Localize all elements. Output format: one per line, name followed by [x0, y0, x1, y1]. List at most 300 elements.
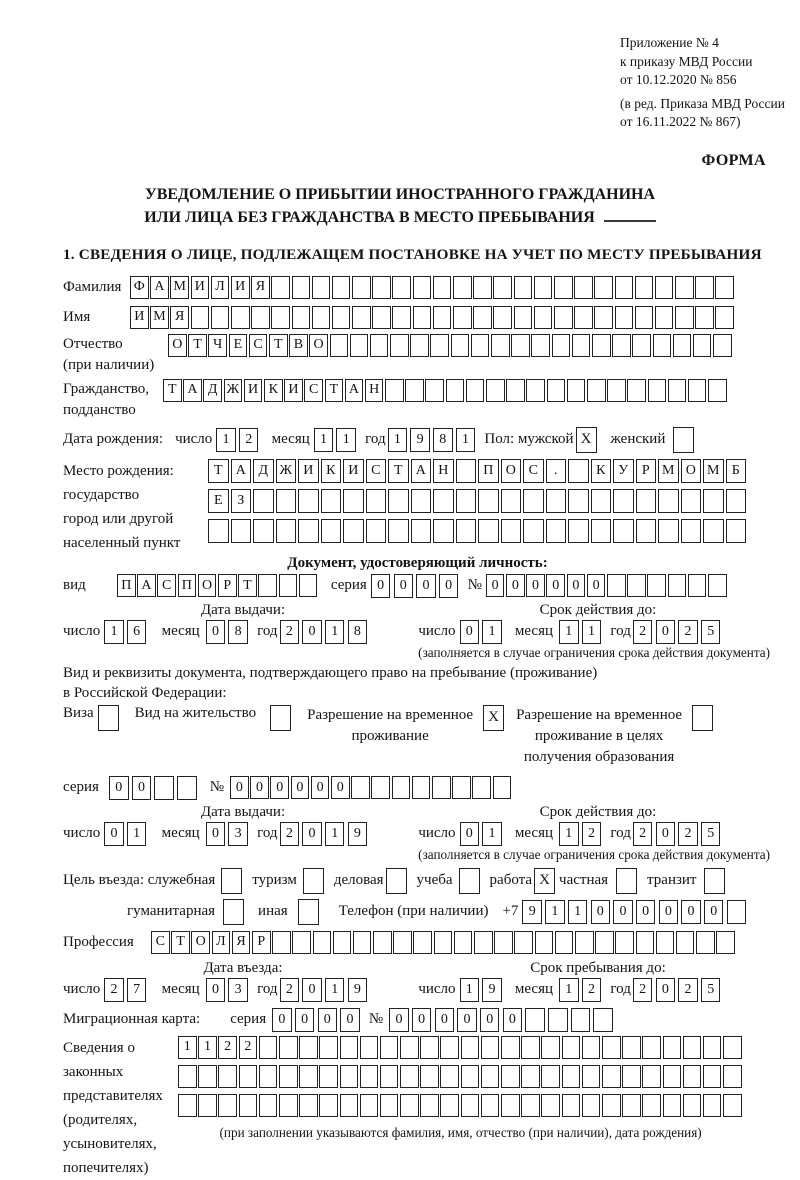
char-box[interactable] [615, 276, 634, 299]
char-box[interactable] [535, 931, 554, 954]
char-box[interactable] [373, 931, 392, 954]
char-box[interactable] [191, 306, 210, 329]
char-box-filled[interactable]: 0 [230, 776, 249, 799]
char-box-filled[interactable]: 0 [656, 620, 676, 644]
char-box[interactable] [514, 306, 533, 329]
char-box[interactable] [681, 489, 702, 513]
char-box[interactable] [695, 276, 714, 299]
char-box-filled[interactable]: 0 [295, 1008, 315, 1032]
char-box[interactable] [595, 931, 614, 954]
char-box-filled[interactable]: О [309, 334, 328, 357]
char-box[interactable] [592, 334, 611, 357]
char-box[interactable] [521, 1094, 540, 1117]
char-box[interactable] [272, 931, 291, 954]
char-box-filled[interactable]: А [137, 574, 156, 597]
char-box[interactable] [531, 334, 550, 357]
char-box[interactable] [353, 931, 372, 954]
char-box-filled[interactable]: И [284, 379, 303, 402]
char-box-filled[interactable]: 0 [272, 1008, 292, 1032]
char-box-filled[interactable]: А [411, 459, 432, 483]
char-box-filled[interactable]: 0 [412, 1008, 432, 1032]
char-box-filled[interactable]: 1 [325, 620, 345, 644]
char-box[interactable] [279, 574, 298, 597]
char-box-filled[interactable]: 0 [302, 620, 322, 644]
char-box[interactable] [726, 519, 747, 543]
char-box[interactable] [481, 1065, 500, 1088]
char-box-filled[interactable]: А [150, 276, 169, 299]
char-box[interactable] [380, 1036, 399, 1059]
char-box-filled[interactable]: 0 [506, 574, 525, 597]
char-box[interactable] [332, 306, 351, 329]
char-box[interactable] [562, 1036, 581, 1059]
purpose-work-checkbox[interactable]: X [534, 868, 555, 894]
char-box-filled[interactable]: Р [636, 459, 657, 483]
char-box[interactable] [534, 306, 553, 329]
char-box-filled[interactable]: 0 [250, 776, 269, 799]
char-box[interactable] [501, 1094, 520, 1117]
char-box-filled[interactable]: 2 [633, 978, 653, 1002]
char-box-filled[interactable]: 0 [480, 1008, 500, 1032]
char-box-filled[interactable]: В [289, 334, 308, 357]
char-box[interactable] [231, 519, 252, 543]
char-box-filled[interactable]: Р [252, 931, 271, 954]
char-box[interactable] [218, 1065, 237, 1088]
char-box[interactable] [555, 931, 574, 954]
char-box[interactable] [420, 1094, 439, 1117]
char-box-filled[interactable]: 0 [394, 574, 414, 598]
char-box[interactable] [506, 379, 525, 402]
char-box-filled[interactable]: 1 [559, 978, 579, 1002]
char-box[interactable] [239, 1094, 258, 1117]
char-box[interactable] [451, 334, 470, 357]
char-box[interactable] [390, 334, 409, 357]
char-box[interactable] [572, 334, 591, 357]
char-box-filled[interactable]: С [249, 334, 268, 357]
char-box-filled[interactable]: Ж [224, 379, 243, 402]
char-box-filled[interactable]: А [183, 379, 202, 402]
char-box[interactable] [279, 1065, 298, 1088]
char-box[interactable] [567, 379, 586, 402]
char-box[interactable] [412, 776, 431, 799]
char-box[interactable] [656, 931, 675, 954]
purpose-business-checkbox[interactable] [386, 868, 407, 894]
char-box[interactable] [440, 1065, 459, 1088]
char-box-filled[interactable]: Ч [208, 334, 227, 357]
char-box[interactable] [525, 1008, 545, 1032]
char-box-filled[interactable]: Т [208, 459, 229, 483]
char-box-filled[interactable]: 3 [228, 822, 248, 846]
char-box[interactable] [453, 306, 472, 329]
char-box[interactable] [636, 489, 657, 513]
char-box[interactable] [716, 931, 735, 954]
char-box-filled[interactable]: М [703, 459, 724, 483]
char-box[interactable] [635, 306, 654, 329]
char-box-filled[interactable]: 0 [681, 900, 701, 924]
char-box[interactable] [582, 1036, 601, 1059]
char-box[interactable] [411, 519, 432, 543]
char-box[interactable] [622, 1094, 641, 1117]
char-box[interactable] [276, 519, 297, 543]
char-box[interactable] [636, 519, 657, 543]
char-box-filled[interactable]: 0 [460, 822, 480, 846]
char-box[interactable] [370, 334, 389, 357]
char-box-filled[interactable]: П [478, 459, 499, 483]
char-box[interactable] [486, 379, 505, 402]
char-box-filled[interactable]: 0 [636, 900, 656, 924]
char-box[interactable] [372, 306, 391, 329]
char-box-filled[interactable]: 1 [216, 428, 236, 452]
char-box-filled[interactable]: Т [163, 379, 182, 402]
char-box-filled[interactable]: С [151, 931, 170, 954]
char-box[interactable] [648, 379, 667, 402]
char-box-filled[interactable]: С [366, 459, 387, 483]
char-box-filled[interactable]: 2 [280, 620, 300, 644]
char-box-filled[interactable]: 0 [340, 1008, 360, 1032]
char-box[interactable] [319, 1065, 338, 1088]
char-box-filled[interactable]: Р [218, 574, 237, 597]
char-box[interactable] [593, 1008, 613, 1032]
purpose-tourism-checkbox[interactable] [303, 868, 324, 894]
char-box-filled[interactable]: 1 [104, 620, 124, 644]
char-box[interactable] [321, 519, 342, 543]
char-box[interactable] [726, 489, 747, 513]
visa-checkbox[interactable] [98, 705, 119, 731]
char-box[interactable] [177, 776, 197, 800]
char-box[interactable] [491, 334, 510, 357]
char-box-filled[interactable]: 1 [325, 822, 345, 846]
char-box-filled[interactable]: С [157, 574, 176, 597]
char-box[interactable] [453, 276, 472, 299]
char-box-filled[interactable]: 5 [701, 620, 721, 644]
char-box[interactable] [663, 1065, 682, 1088]
char-box[interactable] [473, 276, 492, 299]
char-box-filled[interactable]: 8 [433, 428, 453, 452]
char-box-filled[interactable]: М [658, 459, 679, 483]
char-box[interactable] [658, 489, 679, 513]
char-box-filled[interactable]: Е [208, 489, 229, 513]
char-box-filled[interactable]: 0 [656, 978, 676, 1002]
char-box[interactable] [688, 379, 707, 402]
char-box[interactable] [562, 1065, 581, 1088]
char-box-filled[interactable]: 1 [325, 978, 345, 1002]
char-box[interactable] [568, 459, 589, 483]
char-box[interactable] [481, 1036, 500, 1059]
char-box[interactable] [456, 519, 477, 543]
char-box-filled[interactable]: Е [229, 334, 248, 357]
char-box[interactable] [668, 574, 687, 597]
char-box[interactable] [385, 379, 404, 402]
char-box[interactable] [371, 776, 390, 799]
char-box[interactable] [400, 1065, 419, 1088]
char-box[interactable] [727, 900, 747, 924]
char-box[interactable] [647, 574, 666, 597]
char-box[interactable] [366, 489, 387, 513]
char-box-filled[interactable]: 0 [457, 1008, 477, 1032]
char-box[interactable] [271, 276, 290, 299]
char-box[interactable] [696, 931, 715, 954]
char-box-filled[interactable]: 7 [127, 978, 147, 1002]
char-box[interactable] [259, 1065, 278, 1088]
char-box-filled[interactable]: 2 [582, 978, 602, 1002]
char-box[interactable] [299, 574, 318, 597]
char-box-filled[interactable]: 1 [198, 1036, 217, 1059]
char-box[interactable] [635, 276, 654, 299]
char-box-filled[interactable]: 0 [587, 574, 606, 597]
char-box[interactable] [501, 489, 522, 513]
char-box[interactable] [474, 931, 493, 954]
char-box-filled[interactable]: 0 [270, 776, 289, 799]
char-box[interactable] [388, 489, 409, 513]
char-box[interactable] [292, 276, 311, 299]
purpose-study-checkbox[interactable] [459, 868, 480, 894]
char-box-filled[interactable]: 1 [178, 1036, 197, 1059]
char-box-filled[interactable]: 0 [659, 900, 679, 924]
char-box[interactable] [440, 1036, 459, 1059]
char-box[interactable] [352, 276, 371, 299]
char-box-filled[interactable]: 0 [416, 574, 436, 598]
char-box-filled[interactable]: А [231, 459, 252, 483]
char-box-filled[interactable]: 8 [228, 620, 248, 644]
char-box-filled[interactable]: 1 [388, 428, 408, 452]
char-box-filled[interactable]: О [501, 459, 522, 483]
char-box[interactable] [434, 931, 453, 954]
char-box[interactable] [655, 306, 674, 329]
char-box-filled[interactable]: 0 [613, 900, 633, 924]
char-box[interactable] [400, 1094, 419, 1117]
char-box[interactable] [627, 379, 646, 402]
char-box[interactable] [413, 306, 432, 329]
char-box-filled[interactable]: Ж [276, 459, 297, 483]
char-box[interactable] [413, 276, 432, 299]
char-box-filled[interactable]: И [343, 459, 364, 483]
char-box[interactable] [582, 1094, 601, 1117]
char-box[interactable] [627, 574, 646, 597]
char-box[interactable] [452, 776, 471, 799]
char-box[interactable] [541, 1036, 560, 1059]
char-box[interactable] [602, 1094, 621, 1117]
char-box-filled[interactable]: 8 [348, 620, 368, 644]
char-box[interactable] [319, 1036, 338, 1059]
char-box[interactable] [546, 519, 567, 543]
char-box-filled[interactable]: М [170, 276, 189, 299]
char-box-filled[interactable]: 2 [280, 978, 300, 1002]
char-box[interactable] [360, 1036, 379, 1059]
char-box[interactable] [594, 306, 613, 329]
char-box-filled[interactable]: П [178, 574, 197, 597]
char-box-filled[interactable]: С [523, 459, 544, 483]
char-box[interactable] [473, 306, 492, 329]
char-box-filled[interactable]: Л [212, 931, 231, 954]
char-box[interactable] [208, 519, 229, 543]
char-box-filled[interactable]: 0 [206, 620, 226, 644]
char-box[interactable] [693, 334, 712, 357]
char-box[interactable] [276, 489, 297, 513]
char-box[interactable] [298, 519, 319, 543]
char-box[interactable] [456, 459, 477, 483]
char-box-filled[interactable]: У [613, 459, 634, 483]
char-box-filled[interactable]: К [264, 379, 283, 402]
char-box-filled[interactable]: 6 [127, 620, 147, 644]
char-box-filled[interactable]: З [231, 489, 252, 513]
char-box[interactable] [493, 276, 512, 299]
char-box-filled[interactable]: 1 [568, 900, 588, 924]
purpose-private-checkbox[interactable] [616, 868, 637, 894]
char-box[interactable] [715, 276, 734, 299]
char-box[interactable] [178, 1065, 197, 1088]
purpose-humanitarian-checkbox[interactable] [223, 899, 244, 925]
char-box[interactable] [433, 306, 452, 329]
char-box-filled[interactable]: И [244, 379, 263, 402]
char-box[interactable] [466, 379, 485, 402]
char-box-filled[interactable]: 0 [206, 822, 226, 846]
char-box[interactable] [332, 276, 351, 299]
char-box-filled[interactable]: 0 [331, 776, 350, 799]
char-box[interactable] [380, 1065, 399, 1088]
char-box-filled[interactable]: 0 [460, 620, 480, 644]
char-box[interactable] [587, 379, 606, 402]
char-box[interactable] [571, 1008, 591, 1032]
char-box-filled[interactable]: Д [253, 459, 274, 483]
char-box[interactable] [251, 306, 270, 329]
char-box[interactable] [392, 776, 411, 799]
char-box[interactable] [433, 489, 454, 513]
char-box[interactable] [663, 1094, 682, 1117]
char-box-filled[interactable]: П [117, 574, 136, 597]
char-box[interactable] [582, 1065, 601, 1088]
char-box-filled[interactable]: 0 [206, 978, 226, 1002]
char-box[interactable] [343, 489, 364, 513]
char-box[interactable] [366, 519, 387, 543]
purpose-official-checkbox[interactable] [221, 868, 242, 894]
char-box-filled[interactable]: Я [251, 276, 270, 299]
char-box-filled[interactable]: 9 [348, 822, 368, 846]
char-box[interactable] [360, 1094, 379, 1117]
char-box-filled[interactable]: 0 [546, 574, 565, 597]
char-box-filled[interactable]: 1 [545, 900, 565, 924]
char-box[interactable] [653, 334, 672, 357]
char-box-filled[interactable]: 0 [302, 978, 322, 1002]
char-box-filled[interactable]: И [298, 459, 319, 483]
char-box[interactable] [562, 1094, 581, 1117]
char-box-filled[interactable]: 0 [567, 574, 586, 597]
female-checkbox[interactable] [673, 427, 694, 453]
char-box[interactable] [471, 334, 490, 357]
char-box[interactable] [388, 519, 409, 543]
char-box[interactable] [642, 1094, 661, 1117]
char-box-filled[interactable]: 2 [633, 822, 653, 846]
char-box[interactable] [340, 1094, 359, 1117]
char-box[interactable] [574, 276, 593, 299]
char-box-filled[interactable]: 2 [633, 620, 653, 644]
char-box-filled[interactable]: 5 [701, 978, 721, 1002]
char-box-filled[interactable]: 3 [228, 978, 248, 1002]
char-box[interactable] [681, 519, 702, 543]
char-box[interactable] [333, 931, 352, 954]
char-box-filled[interactable]: 0 [656, 822, 676, 846]
char-box[interactable] [400, 1036, 419, 1059]
char-box[interactable] [433, 276, 452, 299]
char-box[interactable] [351, 776, 370, 799]
char-box-filled[interactable]: Ф [130, 276, 149, 299]
char-box[interactable] [410, 334, 429, 357]
char-box-filled[interactable]: 2 [280, 822, 300, 846]
char-box[interactable] [472, 776, 491, 799]
char-box[interactable] [440, 1094, 459, 1117]
char-box[interactable] [675, 306, 694, 329]
char-box[interactable] [259, 1094, 278, 1117]
char-box-filled[interactable]: 0 [591, 900, 611, 924]
char-box[interactable] [372, 276, 391, 299]
char-box[interactable] [547, 379, 566, 402]
char-box[interactable] [321, 489, 342, 513]
char-box[interactable] [393, 931, 412, 954]
char-box[interactable] [554, 276, 573, 299]
char-box[interactable] [253, 489, 274, 513]
char-box[interactable] [594, 276, 613, 299]
char-box-filled[interactable]: 0 [132, 776, 152, 800]
char-box-filled[interactable]: 5 [701, 822, 721, 846]
char-box[interactable] [360, 1065, 379, 1088]
char-box[interactable] [154, 776, 174, 800]
char-box[interactable] [514, 276, 533, 299]
char-box[interactable] [541, 1065, 560, 1088]
char-box[interactable] [461, 1036, 480, 1059]
char-box[interactable] [658, 519, 679, 543]
char-box[interactable] [511, 334, 530, 357]
char-box[interactable] [615, 931, 634, 954]
char-box-filled[interactable]: 1 [336, 428, 356, 452]
char-box[interactable] [478, 519, 499, 543]
char-box-filled[interactable]: . [546, 459, 567, 483]
char-box[interactable] [708, 379, 727, 402]
char-box-filled[interactable]: Н [433, 459, 454, 483]
char-box[interactable] [642, 1036, 661, 1059]
char-box[interactable] [493, 306, 512, 329]
male-checkbox[interactable]: X [576, 427, 597, 453]
char-box-filled[interactable]: 1 [559, 822, 579, 846]
char-box[interactable] [433, 519, 454, 543]
char-box[interactable] [613, 519, 634, 543]
char-box[interactable] [612, 334, 631, 357]
char-box-filled[interactable]: 1 [582, 620, 602, 644]
char-box-filled[interactable]: Я [170, 306, 189, 329]
char-box-filled[interactable]: Т [188, 334, 207, 357]
purpose-other-checkbox[interactable] [298, 899, 319, 925]
char-box[interactable] [695, 306, 714, 329]
char-box-filled[interactable]: 2 [678, 620, 698, 644]
char-box[interactable] [501, 1036, 520, 1059]
char-box-filled[interactable]: 1 [460, 978, 480, 1002]
char-box[interactable] [211, 306, 230, 329]
char-box-filled[interactable]: 0 [526, 574, 545, 597]
char-box[interactable] [430, 334, 449, 357]
char-box[interactable] [299, 1036, 318, 1059]
char-box[interactable] [340, 1065, 359, 1088]
char-box[interactable] [279, 1094, 298, 1117]
char-box[interactable] [392, 306, 411, 329]
char-box-filled[interactable]: 1 [456, 428, 476, 452]
char-box-filled[interactable]: И [191, 276, 210, 299]
char-box[interactable] [613, 489, 634, 513]
char-box[interactable] [526, 379, 545, 402]
char-box[interactable] [312, 306, 331, 329]
char-box[interactable] [319, 1094, 338, 1117]
char-box[interactable] [607, 379, 626, 402]
char-box-filled[interactable]: 1 [127, 822, 147, 846]
char-box-filled[interactable]: Я [232, 931, 251, 954]
char-box[interactable] [178, 1094, 197, 1117]
temp-residence-education-checkbox[interactable] [692, 705, 713, 731]
